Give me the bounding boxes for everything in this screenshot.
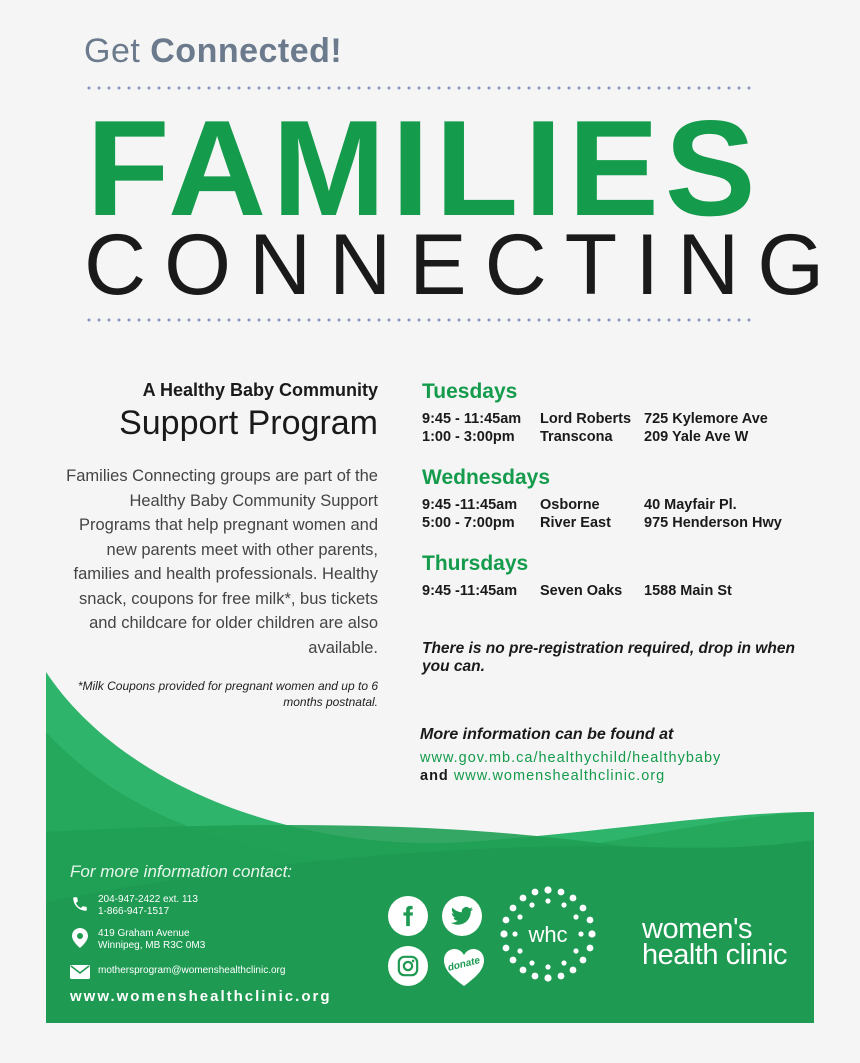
program-title: Support Program (119, 404, 378, 442)
instagram-icon[interactable] (388, 946, 428, 986)
get-connected-heading (84, 32, 342, 71)
milk-coupon-footnote: *Milk Coupons provided for pregnant women and up to 6 months postnatal. (77, 679, 378, 710)
session-time: 9:45 -11:45am (422, 497, 518, 513)
more-info-title: More information can be found at (420, 726, 674, 743)
footer-website[interactable]: www.womenshealthclinic.org (70, 988, 332, 1005)
email-icon (70, 962, 90, 982)
and-text: and (420, 768, 449, 784)
whc-logo-icon (498, 884, 598, 984)
more-info-link-line-1 (420, 750, 820, 766)
location-pin-icon (70, 928, 90, 948)
donate-label: donate (446, 955, 482, 974)
session-time: 5:00 - 7:00pm (422, 515, 515, 531)
session-address: 975 Henderson Hwy (644, 515, 782, 531)
get-connected-prefix: Get (84, 32, 151, 70)
day-block-thursdays (422, 552, 822, 600)
session-location: Transcona (540, 429, 613, 445)
address-lines (98, 928, 205, 952)
day-block-wednesdays (422, 466, 822, 532)
session-time: 1:00 - 3:00pm (422, 429, 515, 445)
donate-heart-icon[interactable] (442, 946, 486, 988)
session-address: 725 Kylemore Ave (644, 411, 768, 427)
day-heading: Tuesdays (422, 380, 518, 403)
address-line-1: 419 Graham Avenue (98, 928, 190, 939)
schedule-row (422, 428, 822, 446)
session-time: 9:45 - 11:45am (422, 411, 522, 427)
schedule-row (422, 496, 822, 514)
session-time: 9:45 -11:45am (422, 583, 518, 599)
wordmark-line-2: health clinic (642, 939, 788, 971)
schedule-row (422, 514, 822, 532)
womens-health-clinic-wordmark (642, 913, 788, 971)
facebook-icon[interactable] (388, 896, 428, 936)
email-address[interactable]: mothersprogram@womenshealthclinic.org (98, 965, 286, 976)
dotted-divider-bottom (84, 318, 756, 322)
contact-title: For more information contact: (70, 862, 293, 881)
session-address: 40 Mayfair Pl. (644, 497, 737, 513)
more-info-link-line-2 (420, 768, 820, 784)
healthy-baby-link[interactable]: www.gov.mb.ca/healthychild/healthybaby (420, 750, 722, 766)
phone-icon (70, 894, 90, 914)
day-block-tuesdays (422, 380, 822, 446)
day-heading: Thursdays (422, 552, 529, 575)
dotted-divider-top (84, 86, 756, 90)
schedule-row (422, 582, 822, 600)
program-description: Families Connecting groups are part of the Healthy Baby Community Support Programs that help pregnant women and new parents meet with other parents, families and health professionals. Healthy snack, coupons for free milk*, bus tickets and childcare for older children are also available. (66, 467, 378, 657)
wordmark-line-1: women's (642, 913, 753, 945)
phone-number-1[interactable]: 204-947-2422 ext. 113 (98, 894, 198, 905)
womens-health-clinic-link[interactable]: www.womenshealthclinic.org (453, 768, 666, 784)
more-info (420, 726, 820, 784)
program-subtitle: A Healthy Baby Community (142, 380, 378, 400)
program-info (60, 380, 378, 710)
contact-email (70, 962, 285, 982)
schedule-row (422, 410, 822, 428)
phone-numbers (98, 894, 198, 918)
phone-number-2[interactable]: 1-866-947-1517 (98, 906, 170, 917)
logo-mark-text: whc (528, 922, 568, 947)
get-connected-bold: Connected! (150, 32, 343, 70)
address-line-2: Winnipeg, MB R3C 0M3 (98, 940, 206, 951)
session-address: 1588 Main St (644, 583, 732, 599)
no-registration-notice: There is no pre-registration required, drop in when you can. (422, 640, 795, 675)
families-title: FAMILIES (86, 92, 762, 244)
day-heading: Wednesdays (422, 466, 550, 489)
session-location: River East (540, 515, 611, 531)
twitter-icon[interactable] (442, 896, 482, 936)
session-location: Osborne (540, 497, 600, 513)
session-location: Seven Oaks (540, 583, 623, 599)
connecting-title: CONNECTING (84, 217, 843, 313)
contact-phone (70, 894, 198, 918)
session-location: Lord Roberts (540, 411, 632, 427)
session-address: 209 Yale Ave W (644, 429, 749, 445)
contact-address (70, 928, 205, 952)
schedule (422, 380, 822, 620)
